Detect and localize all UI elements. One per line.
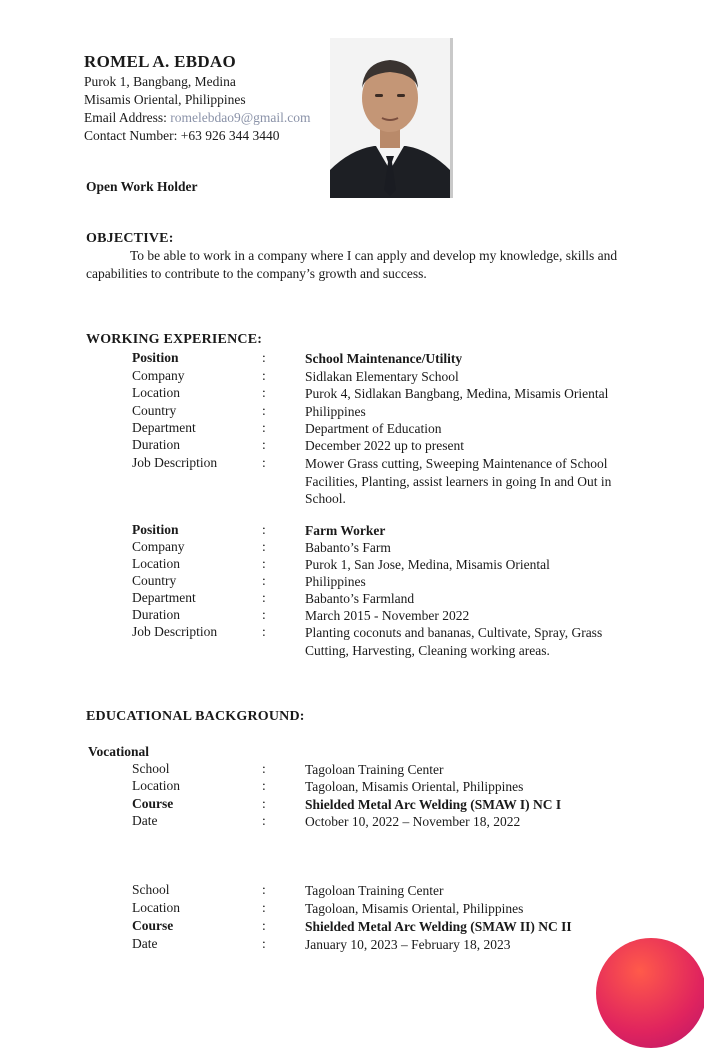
job2-location-row (0, 556, 704, 574)
job1-duration-row (0, 437, 704, 455)
job-company: Babanto’s Farm (305, 540, 391, 555)
edu-location: Tagoloan, Misamis Oriental, Philippines (305, 901, 524, 916)
colon: : (262, 778, 266, 793)
field-label: Company (132, 368, 185, 383)
contact-line (84, 128, 279, 144)
edu-date: October 10, 2022 – November 18, 2022 (305, 814, 521, 829)
field-label: Course (132, 918, 174, 933)
email-link[interactable]: romelebdao9@gmail.com (170, 110, 311, 125)
field-label: School (132, 882, 170, 897)
colon: : (262, 385, 266, 400)
edu-course: Shielded Metal Arc Welding (SMAW II) NC II (305, 919, 572, 934)
colon: : (262, 590, 266, 605)
corner-accent-circle (596, 938, 704, 1048)
colon: : (262, 761, 266, 776)
field-label: Duration (132, 437, 180, 452)
applicant-name: ROMEL A. EBDAO (84, 52, 237, 71)
colon: : (262, 539, 266, 554)
colon: : (262, 573, 266, 588)
profile-photo (330, 38, 453, 198)
edu1-location-row (0, 778, 704, 796)
job2-country-row (0, 573, 704, 591)
field-label: Position (132, 350, 179, 365)
field-label: Job Description (132, 455, 218, 470)
colon: : (262, 556, 266, 571)
job-location: Purok 4, Sidlakan Bangbang, Medina, Misamis Oriental (305, 386, 609, 401)
job-position: Farm Worker (305, 523, 386, 538)
edu-school: Tagoloan Training Center (305, 762, 444, 777)
colon: : (262, 900, 266, 915)
field-label: Duration (132, 607, 180, 622)
colon: : (262, 607, 266, 622)
field-label: Job Description (132, 624, 218, 639)
job2-duration-row (0, 607, 704, 625)
field-label: School (132, 761, 170, 776)
job-company: Sidlakan Elementary School (305, 369, 459, 384)
address-line-1: Purok 1, Bangbang, Medina (84, 74, 236, 89)
field-label: Location (132, 900, 180, 915)
colon: : (262, 918, 266, 933)
field-label: Date (132, 936, 158, 951)
colon: : (262, 882, 266, 897)
work-status: Open Work Holder (86, 179, 198, 194)
job-location: Purok 1, San Jose, Medina, Misamis Oriental (305, 557, 550, 572)
edu2-date-row (0, 936, 704, 954)
job1-country-row (0, 403, 704, 421)
person-portrait-icon (330, 38, 450, 198)
colon: : (262, 403, 266, 418)
edu2-school-row (0, 882, 704, 900)
colon: : (262, 455, 266, 470)
job1-location-row (0, 385, 704, 403)
edu2-location-row (0, 900, 704, 918)
field-label: Location (132, 556, 180, 571)
edu-date: January 10, 2023 – February 18, 2023 (305, 937, 511, 952)
field-label: Company (132, 539, 185, 554)
field-label: Department (132, 420, 196, 435)
field-label: Date (132, 813, 158, 828)
field-label: Location (132, 385, 180, 400)
job-description: Mower Grass cutting, Sweeping Maintenance of School Facilities, Planting, assist learners in going In and Out in School. (305, 456, 612, 506)
job2-position-row (0, 522, 704, 540)
job1-department-row (0, 420, 704, 438)
job1-position-row (0, 350, 704, 368)
field-label: Country (132, 573, 177, 588)
vocational-label: Vocational (88, 744, 150, 759)
contact-label: Contact Number: (84, 128, 178, 143)
colon: : (262, 624, 266, 639)
job-duration: March 2015 - November 2022 (305, 608, 470, 623)
job-department: Babanto’s Farmland (305, 591, 415, 606)
edu-course: Shielded Metal Arc Welding (SMAW I) NC I (305, 797, 562, 812)
job-description: Planting coconuts and bananas, Cultivate, Spray, Grass Cutting, Harvesting, Cleaning working areas. (305, 625, 603, 658)
edu-school: Tagoloan Training Center (305, 883, 444, 898)
job-position: School Maintenance/Utility (305, 351, 463, 366)
job-country: Philippines (305, 404, 366, 419)
edu2-course-row (0, 918, 704, 936)
field-label: Location (132, 778, 180, 793)
edu-location: Tagoloan, Misamis Oriental, Philippines (305, 779, 524, 794)
colon: : (262, 420, 266, 435)
field-label: Course (132, 796, 174, 811)
edu1-course-row (0, 796, 704, 814)
address-line-2: Misamis Oriental, Philippines (84, 92, 246, 107)
job-country: Philippines (305, 574, 366, 589)
colon: : (262, 437, 266, 452)
edu1-school-row (0, 761, 704, 779)
colon: : (262, 368, 266, 383)
field-label: Country (132, 403, 177, 418)
contact-number: +63 926 344 3440 (180, 128, 280, 143)
email-label: Email Address: (84, 110, 167, 125)
job-department: Department of Education (305, 421, 442, 436)
edu1-date-row (0, 813, 704, 831)
colon: : (262, 936, 266, 951)
education-title: EDUCATIONAL BACKGROUND: (86, 709, 305, 724)
job2-description-row (0, 624, 704, 660)
objective-title: OBJECTIVE: (86, 231, 174, 246)
experience-title: WORKING EXPERIENCE: (86, 332, 263, 347)
job1-company-row (0, 368, 704, 386)
colon: : (262, 350, 266, 365)
objective-text: To be able to work in a company where I can apply and develop my knowledge, skills and capabilities to contribute to the company’s growth and success. (86, 248, 618, 281)
colon: : (262, 522, 266, 537)
job2-company-row (0, 539, 704, 557)
email-line (84, 110, 311, 126)
job-duration: December 2022 up to present (305, 438, 464, 453)
job1-description-row (0, 455, 704, 509)
colon: : (262, 796, 266, 811)
field-label: Department (132, 590, 196, 605)
job2-department-row (0, 590, 704, 608)
colon: : (262, 813, 266, 828)
field-label: Position (132, 522, 179, 537)
